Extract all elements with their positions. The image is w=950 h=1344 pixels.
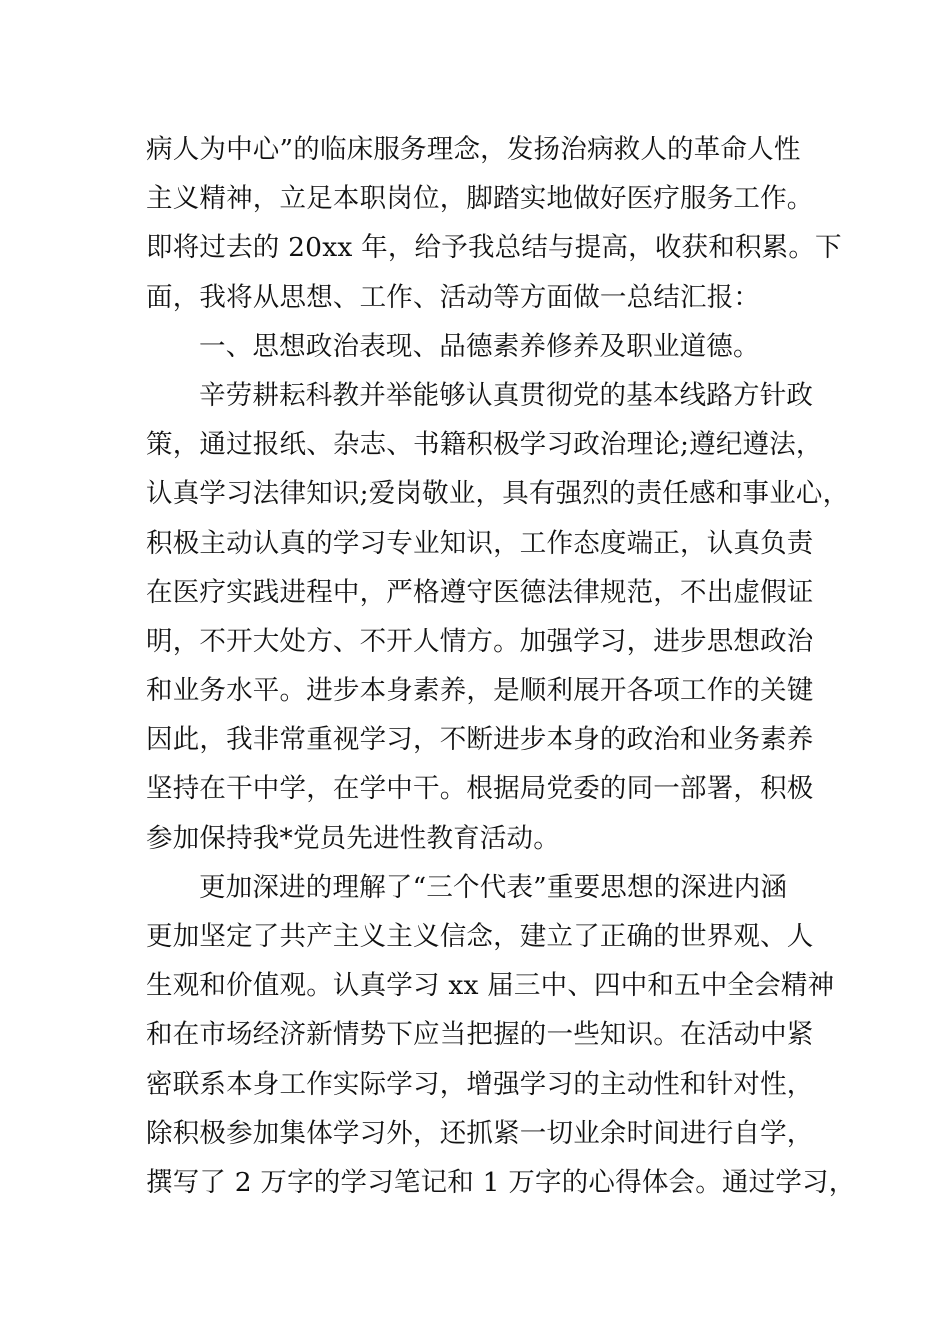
paragraph-first-line: 辛劳耕耘科教并举能够认真贯彻党的基本线路方针政 [199,379,814,411]
section-heading: 一、思想政治表现、品德素养修养及职业道德。 [199,330,760,362]
text-line: 和在市场经济新情势下应当把握的一些知识。在活动中紧 [146,1019,814,1051]
text-line: 坚持在干中学，在学中干。根据局党委的同一部署，积极 [146,773,814,805]
text-line: 策，通过报纸、杂志、书籍积极学习政治理论;遵纪遵法， [146,429,823,461]
text-line: 明，不开大处方、不开人情方。加强学习，进步思想政治 [146,625,814,657]
text-line: 除积极参加集体学习外，还抓紧一切业余时间进行自学， [146,1117,814,1149]
text-line: 即将过去的 20xx 年，给予我总结与提高，收获和积累。下 [146,232,842,264]
text-line: 更加坚定了共产主义主义信念，建立了正确的世界观、人 [146,921,814,952]
text-line: 主义精神，立足本职岗位，脚踏实地做好医疗服务工作。 [146,183,814,215]
text-line: 在医疗实践进程中，严格遵守医德法律规范，不出虚假证 [146,576,814,608]
text-line: 面，我将从思想、工作、活动等方面做一总结汇报： [146,281,761,313]
text-line: 密联系本身工作实际学习，增强学习的主动性和针对性， [146,1068,814,1100]
text-line: 生观和价值观。认真学习 xx 届三中、四中和五中全会精神 [146,970,835,1002]
text-line: 撰写了 2 万字的学习笔记和 1 万字的心得体会。通过学习， [146,1166,856,1198]
text-line: 参加保持我*党员先进性教育活动。 [146,822,560,854]
text-line: 因此，我非常重视学习，不断进步本身的政治和业务素养 [146,724,814,756]
text-line: 积极主动认真的学习专业知识，工作态度端正，认真负责 [146,527,814,559]
text-line: 和业务水平。进步本身素养，是顺利展开各项工作的关键 [146,675,814,707]
paragraph-first-line: 更加深进的理解了“三个代表”重要思想的深进内涵 [199,871,788,903]
text-line: 认真学习法律知识;爱岗敬业，具有强烈的责任感和事业心， [146,478,850,510]
text-line: 病人为中心”的临床服务理念，发扬治病救人的革命人性 [146,134,801,165]
document-body [146,128,856,1210]
